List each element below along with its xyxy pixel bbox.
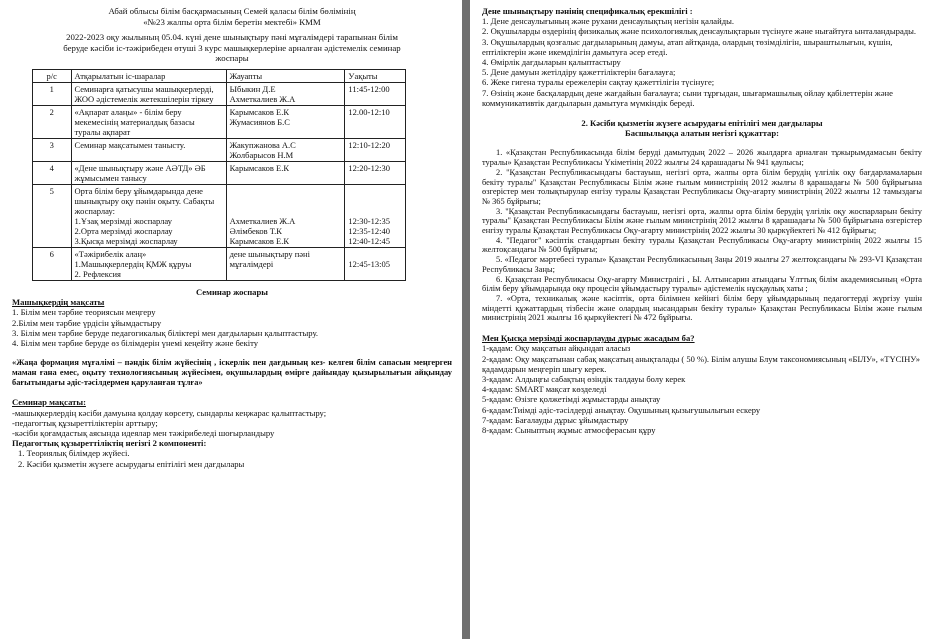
component-item: 2. Кәсіби қызметін жүзеге асырудағы епітілігі мен дағдылары — [18, 458, 245, 469]
document-item: 6. Қазақстан Республикасы Оқу-ағарту Министрлігі , Ы. Алтынсарин атындағы Ұлттық білім академиясының «Орта білім беру ұйымдарында оқу процесін ұйымдастыру туралы» әдістемелік нұсқаулық хаты ; — [482, 274, 922, 294]
step-item: 2-қадам: Оқу мақсатынан сабақ мақсатың анықталады ( 50 %). Білім алушы Блум таксономиясының «БІЛУ», «ТҮСІНУ» қадамдарын меңгеріп шығу керек. — [482, 353, 920, 374]
intro-line-2: беруде кәсіби іс-тәжірибеден өтуші 3 курс машықкерлеріне арналған әдістемелік семинар — [63, 42, 401, 53]
row-task: Орта білім беру ұйымдарында дене шынықтыру оқу пәнін оқыту. Сабақты жоспарлау: 1.Ұзақ мерзімді жоспарлау 2.Орта мерзімді жоспарлау 3.Қысқа мерзімді жоспарлау — [71, 184, 226, 247]
spec-item: 5. Дене дамуын жетілдіру қажеттіліктерін бағалауға; — [482, 67, 676, 78]
table-row — [33, 184, 406, 247]
table-row — [33, 82, 406, 105]
col-header-time: Уақыты — [345, 69, 406, 82]
row-number: 2 — [33, 105, 72, 138]
row-time: 12:30-12:35 12:35-12:40 12:40-12:45 — [345, 184, 406, 247]
table-row — [33, 105, 406, 138]
row-number: 1 — [33, 82, 72, 105]
table-row — [33, 161, 406, 184]
row-task: Семинарға қатысушы машықкерлерді, ЖОО әдістемелік жетекшілерін тіркеу — [71, 82, 226, 105]
spec-item: 2. Оқушыларды өздерінің физикалық және психологиялық денсаулықтарын түсінуге және нығайтуға ынталандырады. — [482, 26, 917, 37]
goal-item: 4. Білім мен тәрбие беруде өз білімдерін үнемі кеңейту және бекіту — [12, 337, 259, 348]
col-header-number: р/с — [33, 69, 72, 82]
document-item: 1. «Қазақстан Республикасында білім беруді дамытудың 2022 – 2026 жылдарға арналған тұжырымдамасын бекіту туралы» Қазақстан Республикасы Үкіметінің 2022 жылғы 24 қарашадағы № 941 қаулысы; — [482, 148, 922, 168]
row-number: 5 — [33, 184, 72, 247]
header-line-2: «№23 жалпы орта білім беретін мектебі» КММ — [143, 16, 321, 27]
schedule-table — [32, 69, 406, 281]
document-page-left — [0, 0, 462, 639]
spec-item: 3. Оқушылардың қозғалыс дағдыларының дамуы, атап айтқанда, олардың төзімділігін, шыраштылығын, күшін, ептіліктерін және икемділігін дамытуға әсер етеді. — [482, 36, 893, 57]
document-item: 3. "Қазақстан Республикасындағы бастауыш, негізгі орта, жалпы орта білім берудің үлгілік оқу жоспарларын бекіту туралы" Қазақстан Республикасы Білім және ғылым министрінің 2012 жылғы 8 қарашадағы № 500 бұйрығына өзгерістер енгізу туралы Қазақстан Республикасы Оқу-ағарту министрінің 2022 жылғы 30 қыркүйектегі № 412 бұйрығы; — [482, 206, 922, 236]
row-time: 12:20-12:30 — [345, 161, 406, 184]
aim-item: -машықкерлердің кәсіби дамуына қолдау көрсету, сындарлы кеңжарас қалыптастыру; — [12, 407, 327, 418]
col-header-responsible: Жауапты — [226, 69, 345, 82]
goal-item: 1. Білім мен тәрбие теориясын меңгеру — [12, 307, 156, 318]
document-item: 7. «Орта, техникалық және кәсіптік, орта білімнен кейінгі білім беру ұйымдарының педагогтерді жүргізу үшін міндетті құжаттардың тізбесін және олардың нысандарын бекіту туралы» Қазақстан Республикасы Білім және ғылым министрінің 2021 жылғы 16 қыркүйектегі № 472 бұйрығы. — [482, 293, 922, 323]
step-item: 8-қадам: Сыныптың жұмыс атмосферасын құру — [482, 424, 656, 435]
row-time: 12:10-12:20 — [345, 138, 406, 161]
row-number: 6 — [33, 247, 72, 280]
spec-item: 4. Өмірлік дағдыларын қалыптастыру — [482, 57, 621, 68]
row-time: 12.00-12:10 — [345, 105, 406, 138]
components-title: Педагогтық құзыреттіліктің негізгі 2 компоненті: — [12, 438, 207, 449]
header-line-1: Абай облысы білім басқармасының Семей қаласы білім бөлімінің — [108, 6, 356, 16]
row-time: 11:45-12:00 — [345, 82, 406, 105]
row-task: Семинар мақсатымен танысту. — [71, 138, 226, 161]
row-task: «Тәжірибелік алаң» 1.Машықкерлердің ҚМЖ құруы 2. Рефлексия — [71, 247, 226, 280]
document-page-right — [470, 0, 932, 639]
spec-item: 6. Жеке гигена туралы ережелерін сақтау қажеттілігін түсінуге; — [482, 77, 715, 88]
row-number: 3 — [33, 138, 72, 161]
row-time: 12:45-13:05 — [345, 247, 406, 280]
quote-block: «Жаңа формация мұғалімі – пәндік білім жүйесінің , іскерлік пен дағдының кез- келген білім сапасын меңгерген маман ғана емес, оқыту технологиясының жүйесімен, оқушылардың өмірге дайындау қызырылығын айқындау бағытындағы әдіс-тәсілдермен қаруланған тұлға» — [12, 358, 452, 387]
document-item: 2. "Қазақстан Республикасындағы бастауыш, негізгі орта, жалпы орта білім берудің үлгілік оқу бағдарламаларын бекіту туралы" Қазақстан Республикасы Білім және ғылым министрінің 2012 жылғы 8 қарашадағы № 500 бұйрығына өзгерістер мен толықтырулар енгізу туралы Қазақстан Республикасы Оқу-ағарту министрінің 2022 жылғы 12 тамыздағы № 365 бұйрығы; — [482, 167, 922, 206]
step-item: 6-қадам:Тиімді әдіс-тәсілдерді анықтау. Оқушының қызығушылығын ескеру — [482, 404, 761, 415]
row-responsible: Жакупжанова А.С Жолбарысов Н.М — [226, 138, 345, 161]
intro-line-3: жоспары — [215, 53, 249, 64]
intro-line-1: 2022-2023 оқу жылының 05.04. күні дене шынықтыру пәні мұғалімдері тарапынан білім — [66, 32, 398, 43]
row-responsible: Ахметкалиев Ж.А Әлімбеков Т.К Карымсаков Е.К — [226, 184, 345, 247]
spec-item: 7. Өзінің және басқалардың дене жағдайын бағалауға; сыни тұрғыдан, шығармашылық ойлау қабілеттерін және коммуникативтік дағдыларын дамытуға мүмкіндік береді. — [482, 87, 893, 108]
aim-item: -педагогтық құзыреттіліктерін арттыру; — [12, 417, 158, 428]
step-item: 4-қадам: SMART мақсат көзделеді — [482, 384, 607, 395]
row-number: 4 — [33, 161, 72, 184]
col-header-task: Атқарылатын іс-шаралар — [71, 69, 226, 82]
aim-item: -кәсіби қоғамдастық аясында идеялар мен тәжірибеледі шоғырландыру — [12, 427, 275, 438]
spec-title: Дене шынықтыру пәнінің спецификалық ерекшілігі : — [482, 6, 693, 16]
step-item: 7-қадам: Бағалауды дұрыс ұйымдастыру — [482, 414, 629, 425]
row-responsible: Карымсаков Е.К Жумасиянов Б.С — [226, 105, 345, 138]
step-item: 1-қадам: Оқу мақсатын айқындап аласыз — [482, 343, 631, 354]
spec-item: 1. Дене денсаулығының және рухани денсаулықтың негізін қалайды. — [482, 16, 734, 27]
step-item: 3-қадам: Алдыңғы сабақтың өзіндік талдауы болу керек — [482, 373, 686, 384]
step-item: 5-қадам: Өзізге қолжетімді жұмыстарды анықтау — [482, 394, 661, 405]
goal-item: 3. Білім мен тәрбие беруде педагогикалық біліктері мен дағдыларын қалыптастыру. — [12, 327, 319, 338]
document-item: 4. "Педагог" кәсіптік стандартын бекіту туралы Қазақстан Республикасы Оқу-ағарту министрінің 2022 жылғы 15 желтоқсандағы № 500 бұйрығы; — [482, 235, 922, 255]
row-responsible: Ыбыкин Д.Е Ахметкалиев Ж.А — [226, 82, 345, 105]
document-item: 5. «Педагог мәртебесі туралы» Қазақстан Республикасының Заңы 2019 жылғы 27 желтоқсандағы № 293-VI Қазақстан Республикасы Заңы; — [482, 255, 922, 274]
table-row — [33, 247, 406, 280]
aims-title: Семинар мақсаты: — [12, 397, 86, 408]
goal-item: 2.Білім мен тәрбие үрдісін ұйымдастыру — [12, 317, 162, 328]
goal-title: Машықкердің мақсаты — [12, 297, 105, 308]
row-task: «Ақпарат алаңы» - білім беру мекемесінің материалдық базасы туралы ақпарат — [71, 105, 226, 138]
section-2-subtitle: Басшылыққа алатын негізгі құжаттар: — [625, 128, 779, 139]
plan-title: Семинар жоспары — [196, 286, 268, 297]
row-responsible: Карымсаков Е.К — [226, 161, 345, 184]
row-responsible: дене шынықтыру пәні мұғалімдері — [226, 247, 345, 280]
component-item: 1. Теориялық білімдер жүйесі. — [18, 448, 130, 459]
section-2-title: 2. Кәсіби қызметін жүзеге асырудағы епітілігі мен дағдылары — [581, 118, 823, 129]
row-task: «Дене шынықтыру және АӘТД» ӘБ жұмысымен танысу — [71, 161, 226, 184]
table-row — [33, 138, 406, 161]
steps-title: Мен Қысқа мерзімді жоспарлауды дұрыс жасадым ба? — [482, 333, 695, 344]
